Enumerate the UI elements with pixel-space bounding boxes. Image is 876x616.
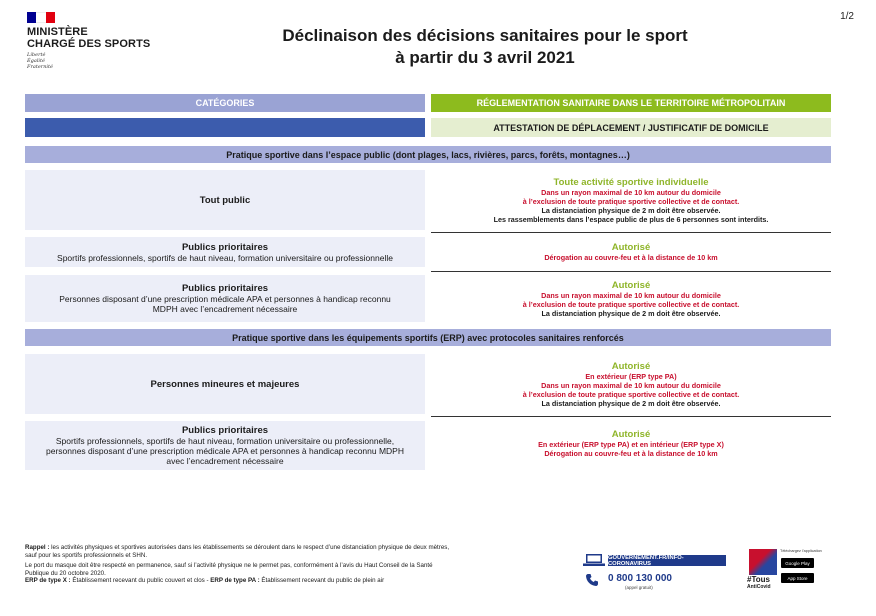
rappel-label: Rappel : (25, 544, 50, 551)
phone-number[interactable]: 0 800 130 000 (608, 573, 672, 584)
row-divider (431, 271, 831, 272)
title-line-2: à partir du 3 avril 2021 (395, 48, 575, 67)
category-title: Publics prioritaires (181, 283, 269, 294)
restriction-line: Dans un rayon maximal de 10 km autour du domicile (541, 290, 721, 300)
erp-x-text: Établissement recevant du public couvert et clos - (70, 577, 211, 585)
row-divider (431, 416, 831, 417)
mask-note (25, 562, 565, 577)
ministry-line-2: CHARGÉ DES SPORTS (27, 38, 151, 50)
page-title (200, 25, 770, 69)
erp-x-label: ERP de type X : (25, 577, 71, 585)
motto-liberte: Liberté (27, 52, 46, 58)
status-label: Autorisé (611, 429, 651, 440)
erp-pa-label: ERP de type PA : (210, 577, 260, 585)
republic-motto (27, 52, 53, 70)
category-detail: Sportifs professionnels, sportifs de haut niveau, formation universitaire ou professionnelle (57, 252, 393, 263)
restriction-line: à l’exclusion de toute pratique sportive collective et de contact. (522, 299, 740, 309)
restriction-line: En extérieur (ERP type PA) et en intérieur (ERP type X) (538, 440, 724, 449)
title-line-1: Déclinaison des décisions sanitaires pour le sport (282, 26, 688, 45)
tousanticovid-logo (749, 549, 777, 575)
category-detail: Personnes disposant d’une prescription médicale APA et personnes à handicap reconnu (59, 294, 391, 304)
footer-notes (25, 544, 565, 585)
mask-text: Le port du masque doit être respecté en permanence, sauf si l’activité physique ne le permet pas, conformément à l’avis du Haut Conseil de la Santé (25, 562, 433, 570)
tousanticovid-sub: AntiCovid (747, 584, 771, 590)
google-play-badge[interactable]: Google Play (781, 558, 814, 568)
erp-definitions (25, 577, 565, 585)
regulation-cell-publics-prioritaires-erp (431, 421, 831, 470)
category-title: Publics prioritaires (181, 425, 269, 436)
motto-fraternite: Fraternité (27, 64, 53, 70)
rule-line: La distanciation physique de 2 m doit être observée. (541, 205, 721, 215)
restriction-line: à l’exclusion de toute pratique sportive collective et de contact. (522, 196, 740, 206)
restriction-line: En extérieur (ERP type PA) (585, 371, 677, 381)
regulation-cell-tout-public (431, 170, 831, 230)
status-label: Autorisé (611, 242, 651, 253)
ministry-line-1: MINISTÈRE (27, 26, 88, 38)
category-title: Tout public (199, 194, 251, 206)
regulation-cell-publics-prioritaires-apa (431, 275, 831, 322)
rule-line: Les rassemblements dans l’espace public de plus de 6 personnes sont interdits. (493, 214, 769, 224)
regulation-header: RÉGLEMENTATION SANITAIRE DANS LE TERRITOIRE MÉTROPOLITAIN (431, 94, 831, 112)
category-cell-publics-prioritaires-erp (25, 421, 425, 470)
app-store-badge[interactable]: App Store (781, 573, 814, 583)
rappel-text: les activités physiques et sportives autorisées dans les établissements se déroulent dans le respect d’une distanciation physique de deux mètres, (49, 544, 450, 551)
category-title: Personnes mineures et majeures (150, 378, 300, 390)
category-title: Publics prioritaires (181, 241, 269, 253)
republic-flag-logo (27, 12, 55, 23)
mask-text: Publique du 20 octobre 2020. (25, 569, 106, 577)
categories-blue-bar (25, 118, 425, 137)
category-detail: personnes disposant d’une prescription médicale APA et personnes à handicap reconnu MDPH (45, 446, 404, 456)
rappel-note (25, 544, 565, 559)
tousanticovid-label: #Tous (747, 575, 770, 584)
laptop-icon (583, 553, 605, 567)
regulation-cell-mineures-majeures (431, 354, 831, 414)
motto-egalite: Égalité (27, 58, 45, 64)
category-detail: Sportifs professionnels, sportifs de haut niveau, formation universitaire ou professionnelle, (55, 436, 395, 446)
restriction-line: Dérogation au couvre-feu et à la distance de 10 km (544, 253, 718, 262)
category-detail: avec l’encadrement nécessaire (166, 456, 284, 466)
erp-pa-text: Établissement recevant du public de plein air (259, 577, 385, 585)
ministry-name (27, 26, 150, 50)
restriction-line: Dérogation au couvre-feu et à la distance de 10 km (544, 449, 718, 458)
category-detail: MDPH avec l’encadrement nécessaire (152, 304, 298, 314)
rule-line: La distanciation physique de 2 m doit être observée. (541, 398, 721, 408)
regulation-cell-publics-prioritaires (431, 237, 831, 267)
attestation-header: ATTESTATION DE DÉPLACEMENT / JUSTIFICATIF DE DOMICILE (431, 118, 831, 137)
phone-icon (585, 573, 599, 587)
gov-info-link[interactable]: GOUVERNEMENT.FR/INFO-CORONAVIRUS (608, 555, 726, 566)
category-cell-mineures-majeures (25, 354, 425, 414)
restriction-line: à l’exclusion de toute pratique sportive collective et de contact. (522, 389, 740, 399)
categories-header: CATÉGORIES (25, 94, 425, 112)
rappel-text: sauf pour les sportifs professionnels et SHN. (25, 551, 148, 559)
category-cell-publics-prioritaires-apa (25, 275, 425, 322)
status-label: Toute activité sportive individuelle (553, 176, 709, 188)
page-number: 1/2 (840, 11, 854, 22)
section-public-space: Pratique sportive dans l’espace public (dont plages, lacs, rivières, parcs, forêts, montagnes…) (25, 146, 831, 163)
status-label: Autorisé (611, 279, 651, 291)
restriction-line: Dans un rayon maximal de 10 km autour du domicile (541, 380, 721, 390)
store-note: Téléchargez l’application (780, 549, 822, 553)
rule-line: La distanciation physique de 2 m doit être observée. (541, 308, 721, 318)
category-cell-publics-prioritaires (25, 237, 425, 267)
status-label: Autorisé (611, 360, 651, 372)
category-cell-tout-public (25, 170, 425, 230)
phone-note: (appel gratuit) (625, 585, 653, 590)
row-divider (431, 232, 831, 233)
restriction-line: Dans un rayon maximal de 10 km autour du domicile (541, 187, 721, 197)
section-erp: Pratique sportive dans les équipements sportifs (ERP) avec protocoles sanitaires renforcés (25, 329, 831, 346)
